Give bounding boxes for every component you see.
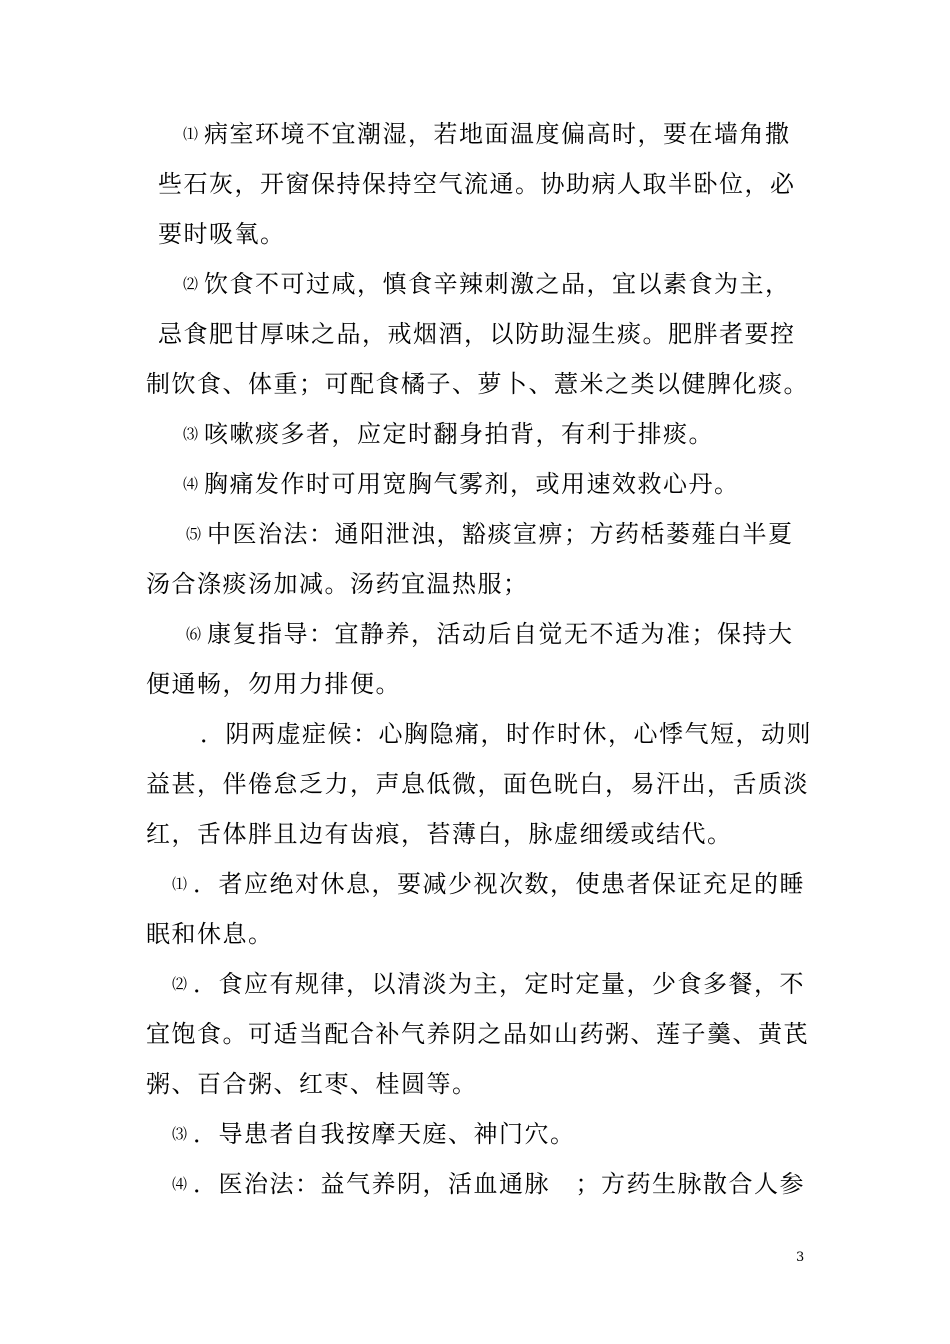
line-text: 便通畅，勿用力排便。 — [146, 670, 401, 698]
line-text: 眠和休息。 — [146, 920, 274, 948]
line-text: 红，舌体胖且边有齿痕，苔薄白，脉虚细缓或结代。 — [146, 820, 733, 848]
text-line — [183, 268, 791, 300]
item-number: ⑹ — [186, 625, 202, 643]
item-number: ⑵ — [172, 975, 188, 993]
text-line — [146, 368, 809, 400]
text-line — [146, 918, 274, 950]
text-line — [146, 668, 401, 700]
text-line — [158, 168, 796, 200]
line-text: 康复指导：宜静养，活动后自觉无不适为准；保持大 — [207, 620, 794, 648]
text-line — [172, 968, 805, 1000]
text-line — [146, 1018, 809, 1050]
page-number: 3 — [796, 1250, 805, 1265]
item-number: ⑷ — [183, 475, 199, 493]
text-line — [158, 218, 286, 250]
line-text: 粥、百合粥、红枣、桂圆等。 — [146, 1070, 478, 1098]
line-text: ．食应有规律，以清淡为主，定时定量，少食多餐，不 — [193, 970, 806, 998]
line-text: 益甚，伴倦怠乏力，声息低微，面色晄白，易汗出，舌质淡 — [146, 770, 809, 798]
line-text: 些石灰，开窗保持保持空气流通。协助病人取半卧位，必 — [158, 170, 796, 198]
line-text: 宜饱食。可适当配合补气养阴之品如山药粥、莲子羹、黄芪 — [146, 1020, 809, 1048]
line-text: ．者应绝对休息，要减少视次数，使患者保证充足的睡 — [193, 870, 806, 898]
item-number: ⑴ — [172, 875, 188, 893]
text-line — [200, 718, 812, 750]
item-number: ⑶ — [172, 1125, 188, 1143]
line-text: ．医治法：益气养阴，活血通脉 ；方药生脉散合人参 — [193, 1170, 806, 1198]
line-text: 要时吸氧。 — [158, 220, 286, 248]
text-line — [186, 618, 794, 650]
line-text: 汤合涤痰汤加减。汤药宜温热服； — [146, 570, 529, 598]
text-line — [172, 1168, 805, 1200]
line-text: 病室环境不宜潮湿，若地面温度偏高时，要在墙角撒 — [204, 120, 791, 148]
line-text: ．阴两虚症候：心胸隐痛，时作时休，心悸气短，动则 — [200, 720, 812, 748]
item-number: ⑶ — [183, 425, 199, 443]
item-number: ⑵ — [183, 275, 199, 293]
line-text: 忌食肥甘厚味之品，戒烟酒，以防助湿生痰。肥胖者要控 — [158, 320, 796, 348]
line-text: 制饮食、体重；可配食橘子、萝卜、薏米之类以健脾化痰。 — [146, 370, 809, 398]
text-line — [146, 768, 809, 800]
item-number: ⑷ — [172, 1175, 188, 1193]
text-line — [183, 468, 740, 500]
text-line — [186, 518, 794, 550]
text-line — [146, 818, 733, 850]
line-text: 咳嗽痰多者，应定时翻身拍背，有利于排痰。 — [204, 420, 715, 448]
line-text: ．导患者自我按摩天庭、神门穴。 — [193, 1120, 576, 1148]
text-line — [183, 118, 791, 150]
text-line — [183, 418, 714, 450]
text-line — [172, 868, 805, 900]
line-text: 中医治法：通阳泄浊，豁痰宣痹；方药栝蒌薤白半夏 — [207, 520, 794, 548]
text-line — [158, 318, 796, 350]
text-line — [146, 1068, 478, 1100]
text-line — [146, 568, 529, 600]
line-text: 饮食不可过咸，慎食辛辣刺激之品，宜以素食为主， — [204, 270, 791, 298]
line-text: 胸痛发作时可用宽胸气雾剂，或用速效救心丹。 — [204, 470, 740, 498]
item-number: ⑴ — [183, 125, 199, 143]
text-line — [172, 1118, 576, 1150]
item-number: ⑸ — [186, 525, 202, 543]
